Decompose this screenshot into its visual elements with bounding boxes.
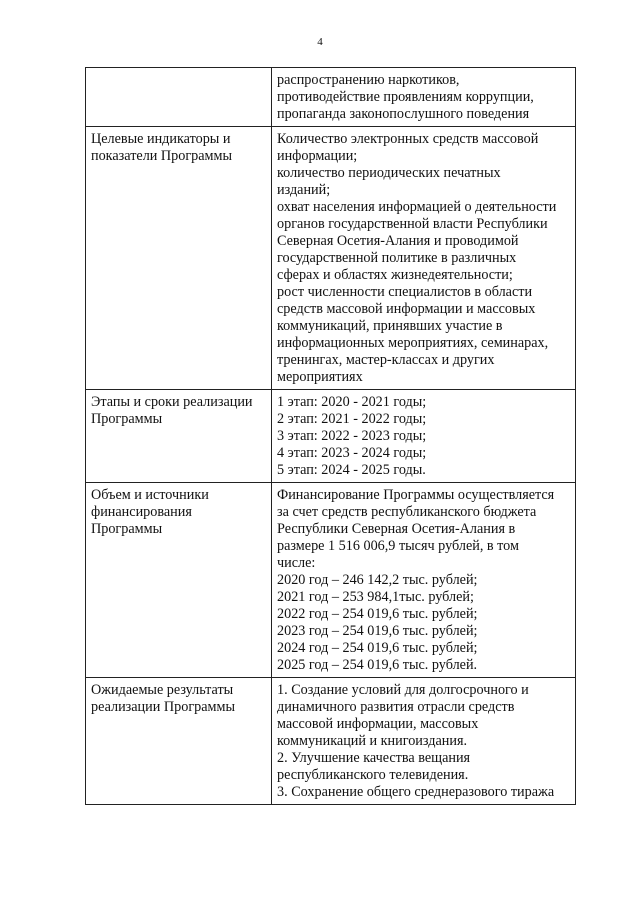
- content-line: 3 этап: 2022 - 2023 годы;: [277, 428, 427, 444]
- content-line: количество периодических печатных: [277, 165, 501, 181]
- content-line: средств массовой информации и массовых: [277, 301, 536, 317]
- content-line: 4 этап: 2023 - 2024 годы;: [277, 445, 427, 461]
- content-line: 3. Сохранение общего среднеразового тиража: [277, 784, 555, 800]
- content-line: 2022 год – 254 019,6 тыс. рублей;: [277, 606, 478, 622]
- content-line: сферах и областях жизнедеятельности;: [277, 267, 513, 283]
- table-row-target-indicators: [86, 127, 576, 390]
- row-content-cell: [272, 68, 576, 127]
- content-line: пропаганда законопослушного поведения: [277, 106, 530, 122]
- content-line: мероприятиях: [277, 369, 363, 385]
- content-line: 5 этап: 2024 - 2025 годы.: [277, 462, 426, 478]
- content-line: рост численности специалистов в области: [277, 284, 533, 300]
- row-label-cell: [86, 678, 272, 805]
- content-line: Количество электронных средств массовой: [277, 131, 539, 147]
- label-line: Программы: [91, 521, 163, 537]
- row-label-cell: [86, 127, 272, 390]
- table-row-financing: [86, 483, 576, 678]
- page-number: 4: [317, 36, 323, 48]
- label-line: Целевые индикаторы и: [91, 131, 231, 147]
- content-line: информации;: [277, 148, 358, 164]
- content-line: коммуникаций, принявших участие в: [277, 318, 503, 334]
- label-line: показатели Программы: [91, 148, 233, 164]
- content-line: числе:: [277, 555, 316, 571]
- label-line: Этапы и сроки реализации: [91, 394, 253, 410]
- label-line: Объем и источники: [91, 487, 209, 503]
- content-line: государственной политике в различных: [277, 250, 517, 266]
- content-line: массовой информации, массовых: [277, 716, 479, 732]
- content-line: 2. Улучшение качества вещания: [277, 750, 471, 766]
- content-line: за счет средств республиканского бюджета: [277, 504, 537, 520]
- content-line: республиканского телевидения.: [277, 767, 469, 783]
- table-row-expected-results: [86, 678, 576, 805]
- content-line: информационных мероприятиях, семинарах,: [277, 335, 549, 351]
- label-line: Программы: [91, 411, 163, 427]
- row-label-cell: [86, 68, 272, 127]
- content-line: 2020 год – 246 142,2 тыс. рублей;: [277, 572, 478, 588]
- content-line: тренингах, мастер-классах и других: [277, 352, 495, 368]
- row-content-cell: [272, 390, 576, 483]
- table-row-stages: [86, 390, 576, 483]
- row-content-cell: [272, 678, 576, 805]
- content-line: 2024 год – 254 019,6 тыс. рублей;: [277, 640, 478, 656]
- row-content-cell: [272, 483, 576, 678]
- label-line: финансирования: [91, 504, 192, 520]
- content-line: 2025 год – 254 019,6 тыс. рублей.: [277, 657, 478, 673]
- content-line: 1. Создание условий для долгосрочного и: [277, 682, 529, 698]
- content-line: органов государственной власти Республики: [277, 216, 548, 232]
- content-line: Республики Северная Осетия-Алания в: [277, 521, 516, 537]
- content-line: Северная Осетия-Алания и проводимой: [277, 233, 519, 249]
- content-line: распространению наркотиков,: [277, 72, 460, 88]
- content-line: размере 1 516 006,9 тысяч рублей, в том: [277, 538, 519, 554]
- label-line: реализации Программы: [91, 699, 236, 715]
- label-line: Ожидаемые результаты: [91, 682, 234, 698]
- row-content-cell: [272, 127, 576, 390]
- content-line: коммуникаций и книгоиздания.: [277, 733, 468, 749]
- content-line: 2021 год – 253 984,1тыс. рублей;: [277, 589, 474, 605]
- content-line: динамичного развития отрасли средств: [277, 699, 515, 715]
- table-row-continuation: [86, 68, 576, 127]
- program-passport-table: [85, 67, 576, 805]
- content-line: изданий;: [277, 182, 331, 198]
- content-line: охват населения информацией о деятельности: [277, 199, 557, 215]
- content-line: 2 этап: 2021 - 2022 годы;: [277, 411, 427, 427]
- content-line: 2023 год – 254 019,6 тыс. рублей;: [277, 623, 478, 639]
- content-line: Финансирование Программы осуществляется: [277, 487, 555, 503]
- row-label-cell: [86, 483, 272, 678]
- content-line: 1 этап: 2020 - 2021 годы;: [277, 394, 427, 410]
- row-label-cell: [86, 390, 272, 483]
- content-line: противодействие проявлениям коррупции,: [277, 89, 534, 105]
